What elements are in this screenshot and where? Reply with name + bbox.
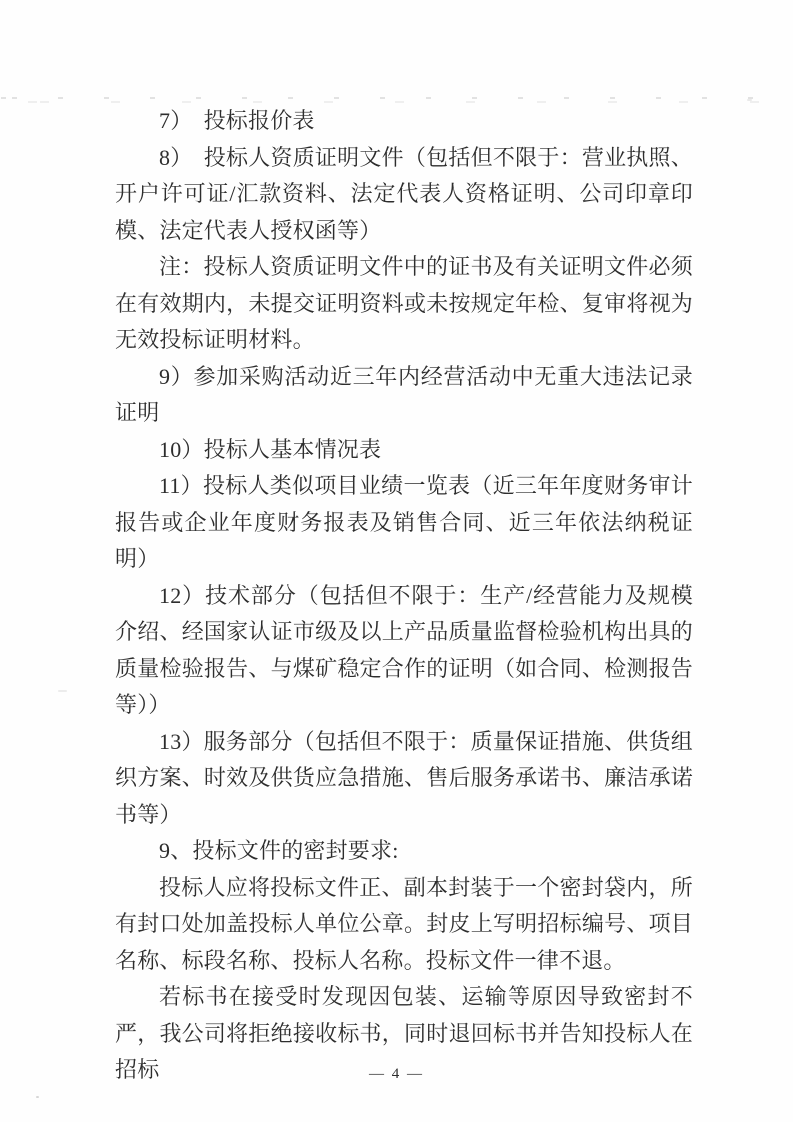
page-number: — 4 — xyxy=(369,1066,424,1082)
list-item-11: 11）投标人类似项目业绩一览表（近三年年度财务审计报告或企业年度财务报表及销售合同、近三年依法纳税证明） xyxy=(115,473,693,571)
scan-speck xyxy=(36,1096,39,1098)
list-item-9: 9）参加采购活动近三年内经营活动中无重大违法记录证明 xyxy=(115,363,693,425)
scan-speck xyxy=(747,99,752,101)
note-paragraph: 注：投标人资质证明文件中的证书及有关证明文件必须在有效期内，未提交证明资料或未按规定年检、复审将视为无效投标证明材料。 xyxy=(115,254,693,352)
list-item-13: 13）服务部分（包括但不限于：质量保证措施、供货组织方案、时效及供货应急措施、售后服务承诺书、廉洁承诺书等） xyxy=(115,728,693,827)
list-item-8: 8） 投标人资质证明文件（包括但不限于：营业执照、开户许可证/汇款资料、法定代表人资格证明、公司印章印模、法定代表人授权函等） xyxy=(115,144,693,243)
scan-noise-band xyxy=(0,96,793,103)
section-heading-sealing-requirements: 9、投标文件的密封要求: xyxy=(159,838,399,863)
body-paragraph-sealing: 投标人应将投标文件正、副本封装于一个密封袋内，所有封口处加盖投标人单位公章。封皮上写明招标编号、项目名称、标段名称、投标人名称。投标文件一律不退。 xyxy=(115,874,693,973)
scan-speck xyxy=(58,690,67,692)
list-item-10: 10）投标人基本情况表 xyxy=(159,436,382,462)
document-body xyxy=(115,103,693,1089)
list-item-12: 12）技术部分（包括但不限于：生产/经营能力及规模介绍、经国家认证市级及以上产品质量监督检验机构出具的质量检验报告、与煤矿稳定合作的证明（如合同、检测报告等）） xyxy=(115,582,693,717)
body-paragraph-rejection: 若标书在接受时发现因包装、运输等原因导致密封不严，我公司将拒绝接收标书，同时退回标书并告知投标人在招标 xyxy=(115,984,693,1082)
list-item-7: 7） 投标报价表 xyxy=(159,108,315,133)
